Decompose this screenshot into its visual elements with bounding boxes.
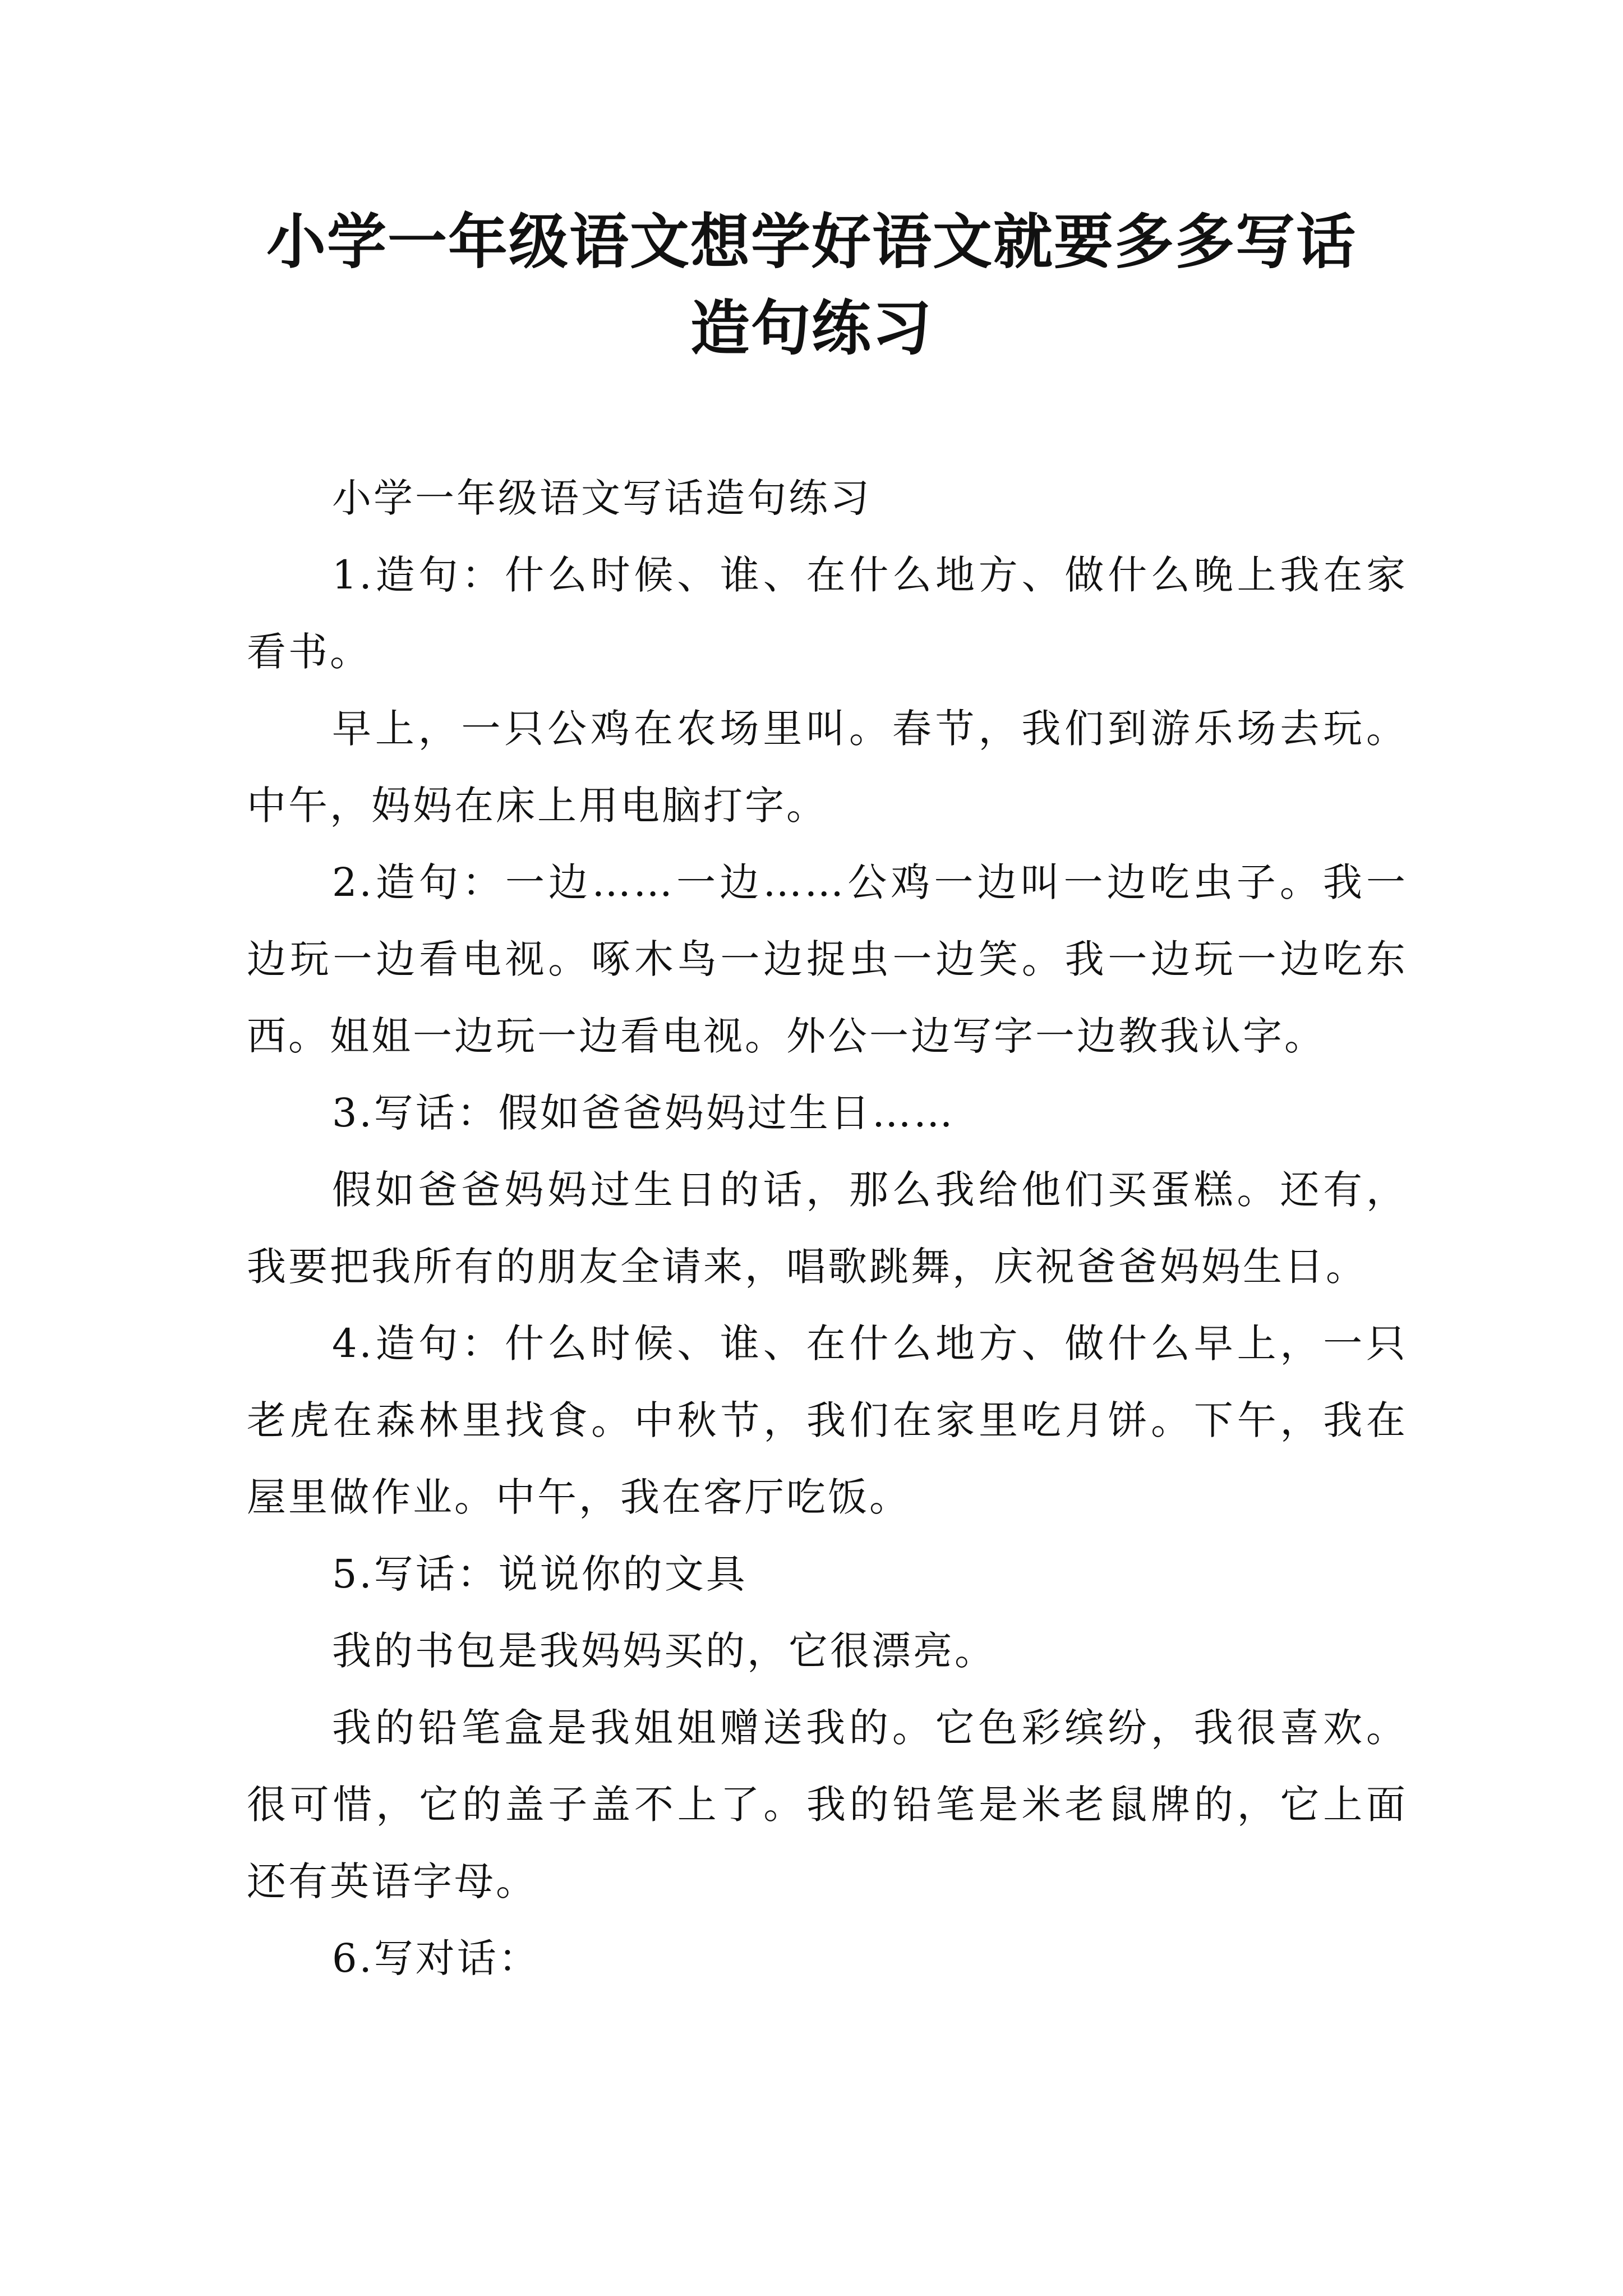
paragraph-item-2: 2.造句：一边……一边……公鸡一边叫一边吃虫子。我一边玩一边看电视。啄木鸟一边捉虫一边笑。我一边玩一边吃东西。姐姐一边玩一边看电视。外公一边写字一边教我认字。	[247, 859, 1408, 1059]
document-title-line-2: 造句练习	[690, 294, 933, 363]
paragraph-item-4: 4.造句：什么时候、谁、在什么地方、做什么早上，一只老虎在森林里找食。中秋节，我们在家里吃月饼。下午，我在屋里做作业。中午，我在客厅吃饭。	[247, 1320, 1408, 1520]
paragraph-item-1-answer: 早上，一只公鸡在农场里叫。春节，我们到游乐场去玩。中午，妈妈在床上用电脑打字。	[247, 706, 1408, 829]
paragraph-item-3-answer: 假如爸爸妈妈过生日的话，那么我给他们买蛋糕。还有，我要把我所有的朋友全请来，唱歌跳舞，庆祝爸爸妈妈生日。	[247, 1167, 1408, 1290]
paragraph-item-3: 3.写话：假如爸爸妈妈过生日……	[332, 1090, 955, 1136]
paragraph-item-5: 5.写话：说说你的文具	[332, 1551, 748, 1597]
paragraph-subtitle: 小学一年级语文写话造句练习	[332, 475, 872, 521]
paragraph-item-5-answer-2: 我的铅笔盒是我姐姐赠送我的。它色彩缤纷，我很喜欢。很可惜，它的盖子盖不上了。我的铅笔是米老鼠牌的，它上面还有英语字母。	[247, 1705, 1408, 1904]
document-body	[247, 460, 1408, 1997]
paragraph-item-6: 6.写对话：	[332, 1935, 540, 1981]
document-title-line-1: 小学一年级语文想学好语文就要多多写话	[266, 208, 1357, 277]
paragraph-item-1: 1.造句：什么时候、谁、在什么地方、做什么晚上我在家看书。	[247, 552, 1408, 675]
paragraph-item-5-answer-1: 我的书包是我妈妈买的，它很漂亮。	[332, 1628, 996, 1674]
